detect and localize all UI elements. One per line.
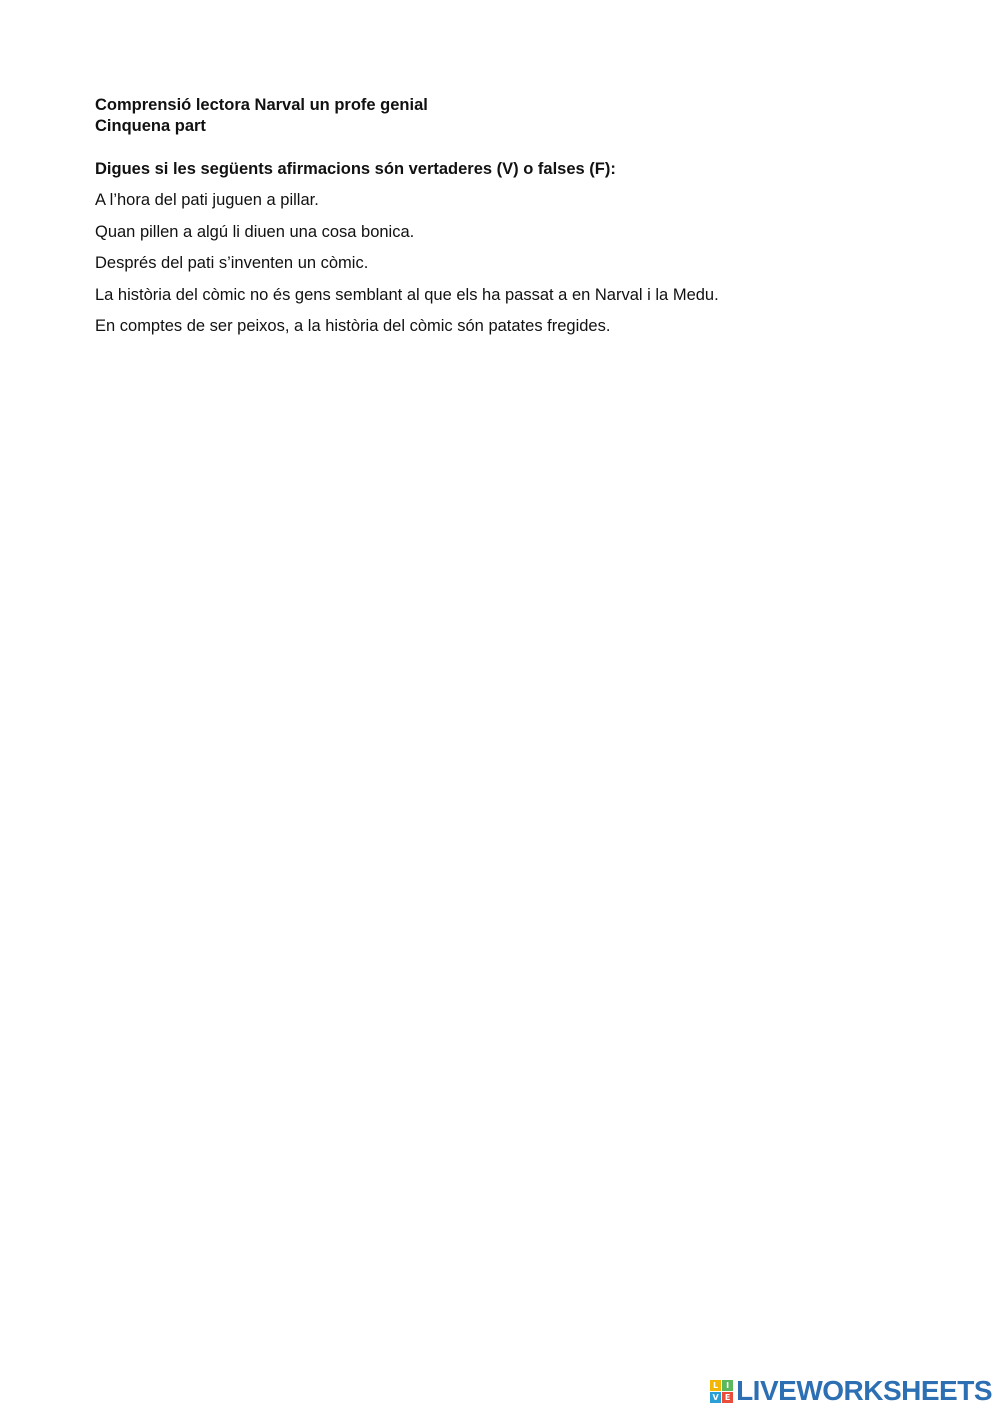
title-line-2: Cinquena part <box>95 117 206 135</box>
title-line-1: Comprensió lectora Narval un profe genial <box>95 96 428 114</box>
statement-3: Després del pati s’inventen un còmic. <box>95 254 369 272</box>
logo-mark-square: V <box>710 1392 721 1403</box>
statement-1: A l’hora del pati juguen a pillar. <box>95 191 319 209</box>
logo-mark-square: L <box>710 1380 721 1391</box>
logo-mark-icon <box>710 1380 733 1403</box>
logo-wordmark: LIVEWORKSHEETS <box>736 1375 992 1406</box>
liveworksheets-logo <box>710 1376 992 1406</box>
logo-mark-square: E <box>722 1392 733 1403</box>
statement-2: Quan pillen a algú li diuen una cosa bonica. <box>95 222 415 241</box>
instruction-text: Digues si les següents afirmacions són vertaderes (V) o falses (F): <box>95 160 616 178</box>
worksheet-title <box>95 95 428 137</box>
logo-mark-square: I <box>722 1380 733 1391</box>
statement-5: En comptes de ser peixos, a la història del còmic són patates fregides. <box>95 317 611 335</box>
statement-4: La història del còmic no és gens semblant al que els ha passat a en Narval i la Medu. <box>95 285 719 304</box>
statement-list <box>95 190 719 348</box>
